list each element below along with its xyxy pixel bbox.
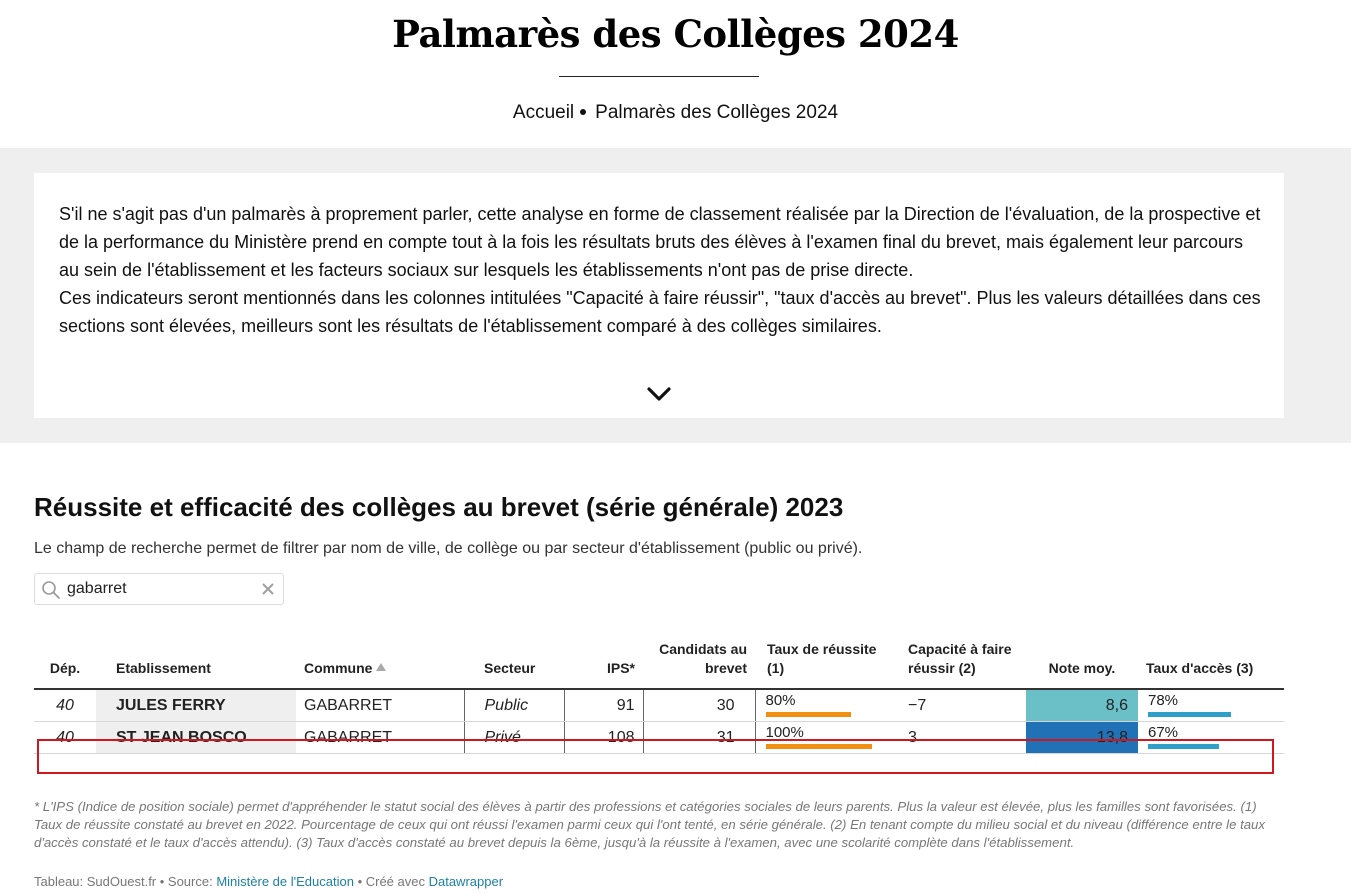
col-header-commune[interactable] bbox=[296, 638, 464, 689]
sort-ascending-icon bbox=[376, 663, 386, 671]
cell-candidats: 31 bbox=[643, 722, 755, 754]
cell-etablissement: JULES FERRY bbox=[96, 689, 296, 722]
intro-paragraph-1: S'il ne s'agit pas d'un palmarès à proprement parler, cette analyse en forme de classement réalisée par la Direction de l'évaluation, de la prospective et de la performance du Ministère prend en compte tout à la fois les résultats bruts des élèves à l'examen final du brevet, mais également leur parcours au sein de l'établissement et les facteurs sociaux sur lesquels les établissements n'ont pas de prise directe. bbox=[59, 204, 1261, 280]
cell-dep: 40 bbox=[34, 689, 96, 722]
table-row bbox=[34, 722, 1284, 754]
cell-note: 8,6 bbox=[1026, 689, 1138, 722]
cell-ips: 108 bbox=[564, 722, 643, 754]
cell-commune: GABARRET bbox=[296, 689, 464, 722]
breadcrumb-current: Palmarès des Collèges 2024 bbox=[595, 102, 839, 123]
taux-acces-bar bbox=[1148, 744, 1219, 749]
cell-etablissement: ST JEAN BOSCO bbox=[96, 722, 296, 754]
taux-reussite-value: 80% bbox=[765, 692, 796, 709]
cell-capacite: 3 bbox=[900, 722, 1026, 754]
source-prefix: Tableau: SudOuest.fr • Source: bbox=[34, 874, 217, 889]
cell-secteur: Privé bbox=[464, 722, 564, 754]
col-header-candidats[interactable]: Candidats au brevet bbox=[643, 638, 755, 689]
col-header-capacite[interactable]: Capacité à faire réussir (2) bbox=[900, 638, 1026, 689]
cell-ips: 91 bbox=[564, 689, 643, 722]
cell-dep: 40 bbox=[34, 722, 96, 754]
datawrapper-link[interactable]: Datawrapper bbox=[428, 874, 504, 889]
col-header-commune-label: Commune bbox=[304, 660, 373, 676]
cell-taux-reussite bbox=[755, 689, 900, 722]
table-source bbox=[34, 874, 503, 889]
cell-commune: GABARRET bbox=[296, 722, 464, 754]
cell-capacite: −7 bbox=[900, 689, 1026, 722]
intro-text bbox=[59, 200, 1264, 340]
chevron-down-icon[interactable] bbox=[645, 383, 673, 405]
taux-acces-value: 67% bbox=[1148, 724, 1179, 741]
cell-taux-acces bbox=[1138, 722, 1284, 754]
cell-secteur: Public bbox=[464, 689, 564, 722]
search-input[interactable] bbox=[67, 578, 247, 600]
source-link[interactable]: Ministère de l'Education bbox=[216, 874, 354, 889]
taux-reussite-value: 100% bbox=[765, 724, 804, 741]
breadcrumb-separator bbox=[580, 109, 586, 115]
taux-acces-value: 78% bbox=[1148, 692, 1179, 709]
cell-taux-reussite bbox=[755, 722, 900, 754]
table-title: Réussite et efficacité des collèges au brevet (série générale) 2023 bbox=[34, 492, 844, 522]
col-header-note[interactable]: Note moy. bbox=[1026, 638, 1138, 689]
intro-paragraph-2: Ces indicateurs seront mentionnés dans les colonnes intitulées "Capacité à faire réussir", "taux d'accès au brevet". Plus les valeurs détaillées dans ces sections sont élevées, meilleurs sont les résultats de l'établissement comparé à des collèges similaires. bbox=[59, 288, 1261, 336]
breadcrumb-home-link[interactable]: Accueil bbox=[512, 102, 575, 123]
cell-taux-acces bbox=[1138, 689, 1284, 722]
search-icon bbox=[41, 580, 61, 600]
search-box[interactable] bbox=[34, 573, 284, 605]
col-header-taux-acces[interactable]: Taux d'accès (3) bbox=[1138, 638, 1284, 689]
col-header-etablissement[interactable]: Etablissement bbox=[96, 638, 296, 689]
col-header-taux-reussite[interactable]: Taux de réussite (1) bbox=[755, 638, 900, 689]
cell-note: 13,8 bbox=[1026, 722, 1138, 754]
taux-acces-bar bbox=[1148, 712, 1231, 717]
title-divider bbox=[559, 76, 759, 77]
col-header-ips[interactable]: IPS* bbox=[564, 638, 643, 689]
table-header-row bbox=[34, 638, 1284, 689]
col-header-dep[interactable]: Dép. bbox=[34, 638, 96, 689]
close-icon[interactable] bbox=[260, 581, 276, 597]
breadcrumb bbox=[0, 102, 1351, 124]
col-header-secteur[interactable]: Secteur bbox=[464, 638, 564, 689]
results-table bbox=[34, 638, 1284, 754]
taux-reussite-bar bbox=[766, 744, 872, 749]
table-description: Le champ de recherche permet de filtrer par nom de ville, de collège ou par secteur d'établissement (public ou privé). bbox=[34, 540, 863, 557]
page-title: Palmarès des Collèges 2024 bbox=[392, 12, 959, 56]
source-middle: • Créé avec bbox=[353, 874, 429, 889]
table-notes: * L'IPS (Indice de position sociale) permet d'appréhender le statut social des élèves à partir des professions et catégories sociales de leurs parents. Plus la valeur est élevée, plus les familles sont favorisées. (1) Taux de réussite constaté au brevet en 2022. Pourcentage de ceux qui ont réussi l'examen parmi ceux qui l'ont tenté, en série générale. (2) En tenant compte du milieu social et du niveau (différence entre le taux d'accès constaté et le taux d'accès attendu). (3) Taux d'accès constaté au brevet depuis la 6ème, jusqu'à la réussite à l'examen, avec une scolarité complète dans l'établissement. bbox=[34, 799, 1265, 850]
cell-candidats: 30 bbox=[643, 689, 755, 722]
table-row bbox=[34, 689, 1284, 722]
taux-reussite-bar bbox=[766, 712, 851, 717]
